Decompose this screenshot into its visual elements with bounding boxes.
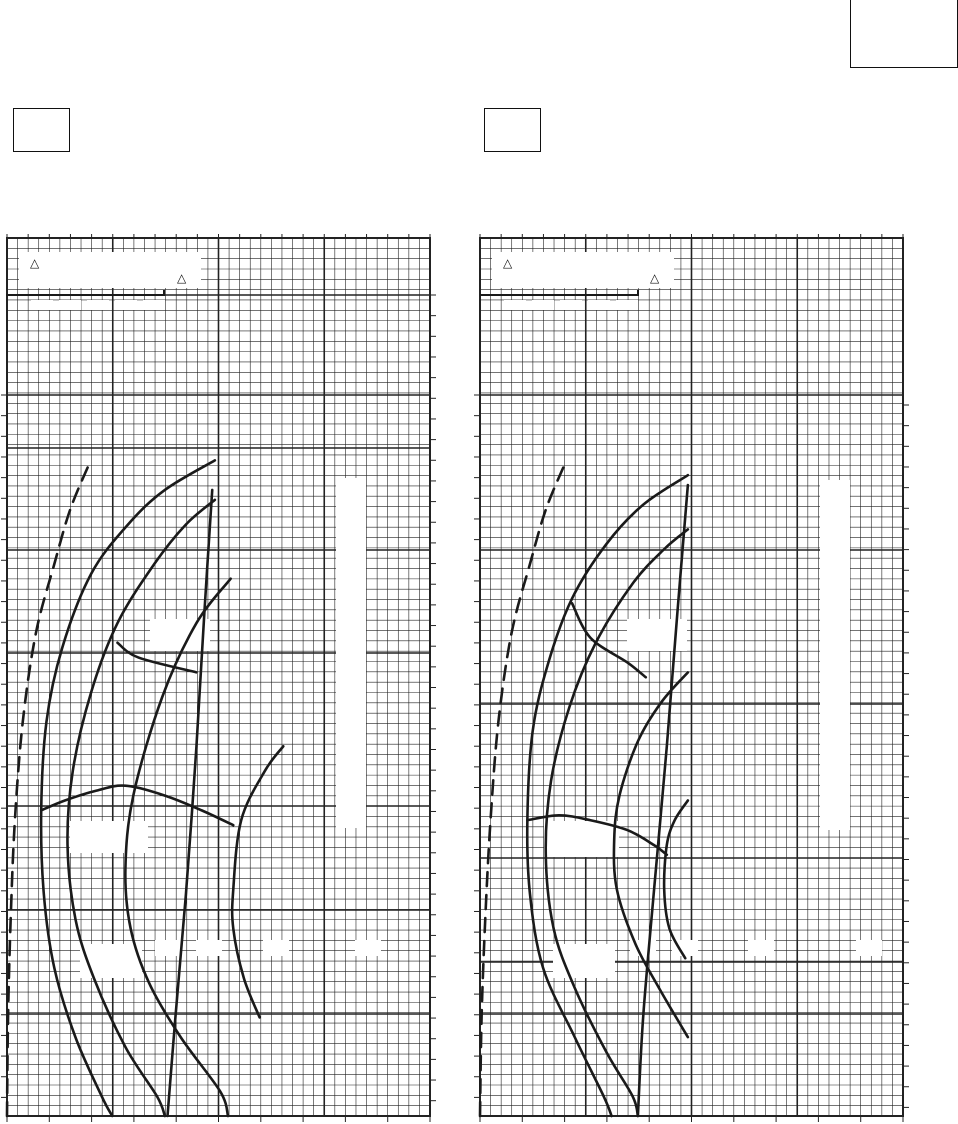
legend-bracket (480, 290, 638, 295)
label-blank-small (196, 940, 222, 956)
label-blank (80, 944, 142, 978)
legend-background (19, 252, 201, 288)
legend-blank (143, 300, 165, 310)
legend-blank (504, 300, 526, 310)
label-blank-small (155, 940, 181, 956)
label-blank-small (263, 940, 289, 956)
legend-bracket (6, 290, 164, 295)
legend-symbol-1: △ (30, 256, 40, 270)
legend-blank (31, 300, 53, 310)
label-blank-small (355, 940, 381, 956)
data-series-6 (664, 801, 688, 959)
label-blank (70, 821, 148, 853)
data-series-group (7, 460, 283, 1116)
label-blank (150, 619, 210, 651)
legend-blank (532, 300, 554, 310)
legend (480, 252, 674, 310)
legend-blank (87, 300, 109, 310)
legend-blank (588, 300, 610, 310)
data-series-2 (638, 485, 688, 1116)
legend-background (492, 252, 674, 288)
data-series-group (480, 465, 688, 1116)
right-chart (474, 234, 909, 1122)
label-blank-vertical (336, 478, 366, 828)
label-blank (627, 619, 687, 651)
legend-blank (560, 300, 582, 310)
data-series-1 (7, 465, 89, 1116)
legend-symbol-2: △ (650, 271, 660, 285)
chart-grid (7, 238, 430, 1116)
data-series-3 (41, 460, 215, 1116)
legend-blank (59, 300, 81, 310)
data-series-2 (168, 490, 213, 1116)
legend-symbol-2: △ (177, 271, 187, 285)
label-blank-small (748, 940, 774, 956)
legend-blank (616, 300, 638, 310)
left-chart (1, 234, 436, 1122)
label-blank-small (856, 940, 882, 956)
legend-symbol-1: △ (503, 256, 513, 270)
label-blank-vertical (820, 480, 850, 830)
legend-blank (115, 300, 137, 310)
label-blank (544, 821, 619, 857)
data-series-5 (614, 672, 688, 1037)
legend (6, 252, 201, 310)
